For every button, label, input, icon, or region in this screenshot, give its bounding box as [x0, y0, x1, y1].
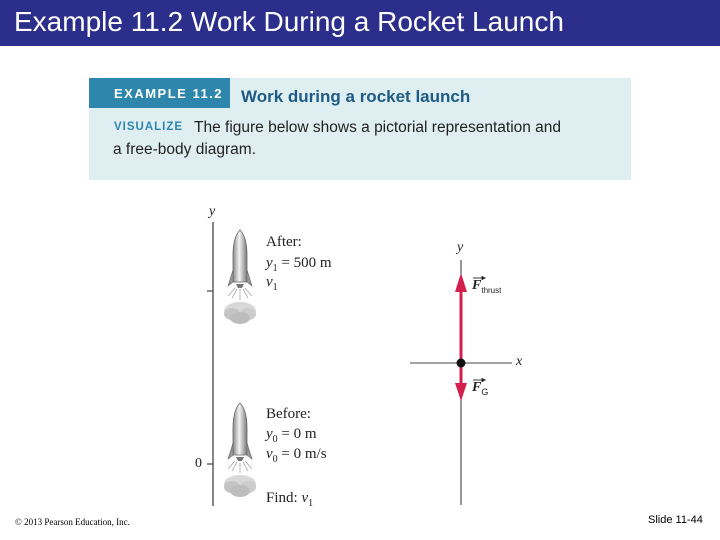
before-label: Before:: [266, 406, 311, 422]
gravity-symbol: F: [472, 380, 482, 395]
thrust-arrow: [455, 273, 467, 363]
fbd-y-label: y: [457, 240, 464, 255]
find-label: Find:: [266, 490, 302, 506]
before-v-sub: 0: [272, 454, 278, 465]
copyright-notice: © 2013 Pearson Education, Inc.: [15, 517, 130, 527]
find-v-symbol: v: [301, 490, 309, 506]
example-heading: Work during a rocket launch: [241, 87, 471, 106]
before-y-sub: 0: [272, 434, 278, 445]
rocket-before: [224, 403, 256, 497]
gravity-sub: G: [481, 386, 489, 397]
find-v-sub: 1: [308, 498, 314, 509]
fbd-x-label: x: [516, 354, 523, 369]
zero-tick-label: 0: [195, 456, 202, 471]
thrust-symbol: F: [472, 278, 482, 293]
pictorial-y-label: y: [209, 204, 216, 219]
after-v-line: [266, 274, 278, 293]
after-v-sub: 1: [272, 282, 278, 293]
after-y-value: = 500 m: [277, 255, 332, 271]
before-y-value: = 0 m: [277, 426, 317, 442]
before-v-line: [266, 446, 327, 465]
after-label: After:: [266, 234, 302, 250]
before-v-symbol: v: [266, 446, 273, 462]
before-v-value: = 0 m/s: [277, 446, 327, 462]
gravity-arrow: [455, 363, 467, 401]
rocket-after: [224, 230, 256, 324]
after-y-sub: 1: [272, 263, 278, 274]
gravity-label: [472, 380, 488, 397]
slide-title: Example 11.2 Work During a Rocket Launch: [14, 6, 564, 37]
after-y-line: [266, 255, 332, 274]
example-tag-text: EXAMPLE 11.2: [114, 86, 224, 101]
visualize-text-line2: a free-body diagram.: [113, 141, 257, 158]
visualize-label: VISUALIZE: [114, 121, 184, 133]
before-y-line: [266, 426, 317, 445]
visualize-text-line1: The figure below shows a pictorial representation and: [194, 119, 562, 136]
after-v-symbol: v: [266, 274, 273, 290]
after-y-symbol: y: [266, 255, 273, 271]
slide-number: Slide 11-44: [648, 514, 703, 526]
thrust-sub: thrust: [481, 285, 502, 295]
find-line: [266, 490, 313, 509]
thrust-label: [472, 278, 501, 295]
particle-dot: [457, 359, 466, 368]
before-y-symbol: y: [266, 426, 273, 442]
